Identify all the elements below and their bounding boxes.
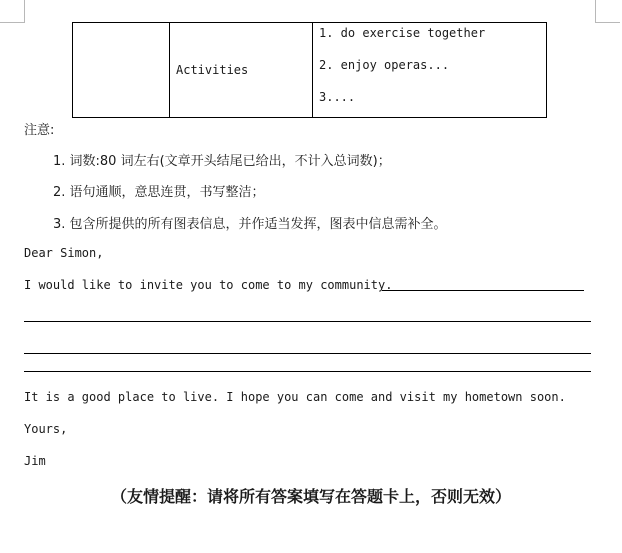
table-blank-cell xyxy=(73,23,170,118)
letter-signoff: Yours, xyxy=(24,422,68,436)
activity-table xyxy=(72,22,547,118)
letter-closing-sentence: It is a good place to live. I hope you can come and visit my hometown soon. xyxy=(24,390,566,404)
page-corner-mark-right xyxy=(595,0,620,23)
page-corner-mark-left xyxy=(0,0,25,23)
letter-opening: I would like to invite you to come to my community. xyxy=(24,278,393,292)
plan-item-1: 1. do exercise together xyxy=(319,26,486,40)
note-item-3: 3. 包含所提供的所有图表信息，并作适当发挥，图表中信息需补全。 xyxy=(53,217,447,232)
letter-name: Jim xyxy=(24,454,46,468)
note-item-1: 1. 词数:80 词左右(文章开头结尾已给出，不计入总词数)； xyxy=(53,154,391,169)
letter-greeting: Dear Simon, xyxy=(24,246,104,260)
notes-heading: 注意: xyxy=(24,123,55,138)
answer-card-reminder: （友情提醒：请将所有答案填写在答题卡上，否则无效） xyxy=(110,487,511,506)
answer-line-1 xyxy=(382,290,584,291)
activities-label: Activities xyxy=(170,23,313,118)
answer-line-4 xyxy=(24,371,591,372)
plans-cell xyxy=(313,23,547,118)
table-row xyxy=(73,23,547,118)
note-item-2: 2. 语句通顺，意思连贯，书写整洁； xyxy=(53,185,265,200)
answer-line-3 xyxy=(24,353,591,354)
answer-line-2 xyxy=(24,321,591,322)
plan-item-2: 2. enjoy operas... xyxy=(319,58,450,72)
plan-item-3: 3.... xyxy=(319,90,356,104)
